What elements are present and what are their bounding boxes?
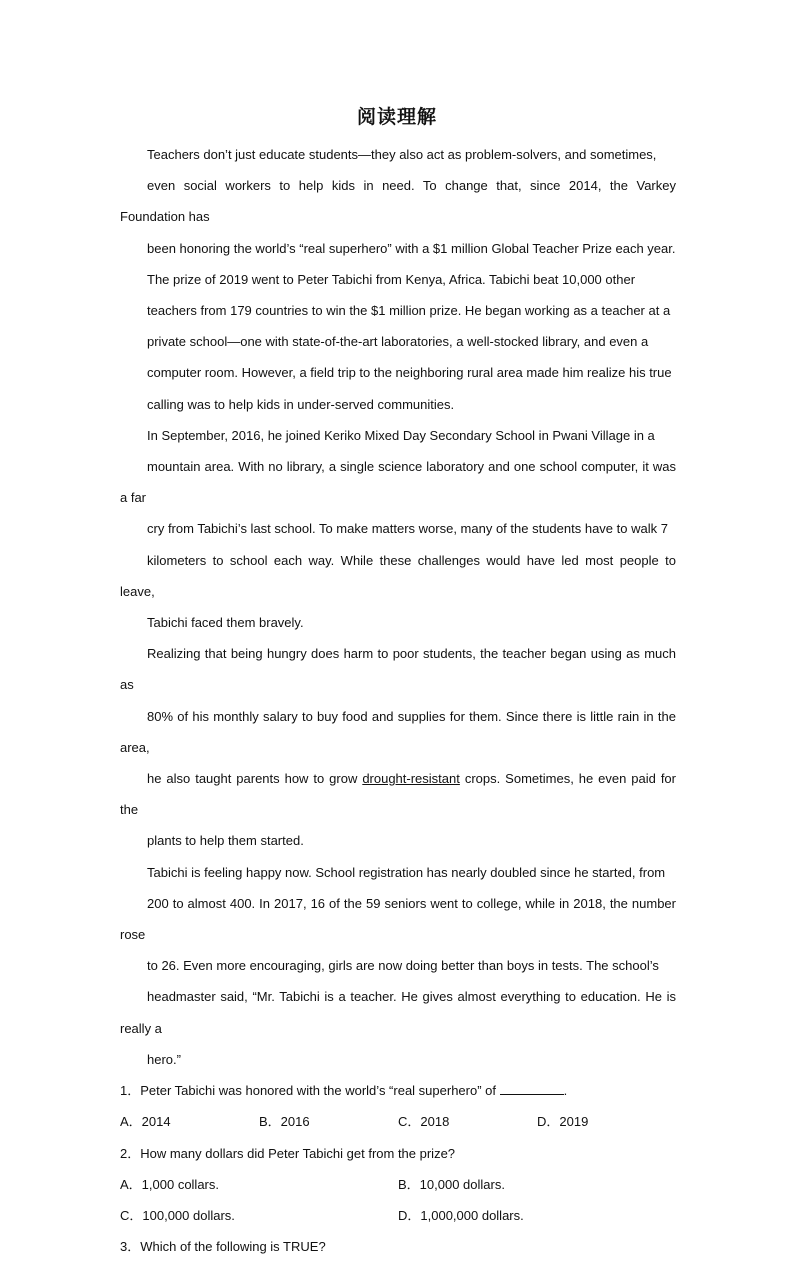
text-line: Teachers don’t just educate students—they also act as problem-solvers, and sometimes,	[147, 147, 657, 162]
text-line: Realizing that being hungry does harm to poor students, the teacher began using as much as	[120, 646, 676, 693]
text-line: Tabichi faced them bravely.	[147, 615, 304, 631]
paragraph-2	[120, 264, 676, 420]
question-1-options	[120, 1106, 676, 1137]
paragraph-3	[120, 420, 676, 638]
option-a: A．2014	[120, 1114, 171, 1130]
question-2-options-row-2	[120, 1200, 676, 1231]
text-line: mountain area. With no library, a single science laboratory and one school computer, it was a far	[120, 459, 676, 506]
option-d: D．2019	[537, 1114, 589, 1130]
text-line: teachers from 179 countries to win the $1 million prize. He began working as a teacher at a	[147, 303, 671, 319]
paragraph-4	[120, 638, 676, 856]
paragraph-5	[120, 857, 676, 1075]
text-line: 200 to almost 400. In 2017, 16 of the 59 seniors went to college, while in 2018, the number rose	[120, 895, 676, 943]
question-text: 1．Peter Tabichi was honored with the world’s “real superhero” of	[120, 1083, 500, 1099]
text-line: computer room. However, a field trip to the neighboring rural area made him realize his true	[147, 365, 672, 381]
text-line: calling was to help kids in under-served communities.	[147, 396, 455, 412]
text-line: 80% of his monthly salary to buy food and supplies for them. Since there is little rain in the area,	[120, 708, 676, 755]
text-line: been honoring the world’s “real superhero” with a $1 million Global Teacher Prize each year.	[147, 240, 676, 256]
text-line: Tabichi is feeling happy now. School registration has nearly doubled since he started, from	[147, 864, 666, 880]
underlined-word: drought-resistant	[362, 771, 460, 787]
page-title: 阅读理解	[356, 106, 437, 128]
option-c: C．2018	[398, 1114, 450, 1130]
text-segment: crops. Sometimes, he even paid for the	[120, 771, 676, 818]
option-b: B．10,000 dollars.	[398, 1176, 505, 1192]
option-b: B．2016	[259, 1114, 310, 1130]
text-line: even social workers to help kids in need. To change that, since 2014, the Varkey Foundation has	[120, 178, 676, 225]
text-line: kilometers to school each way. While these challenges would have led most people to leave,	[120, 552, 676, 599]
reading-passage	[120, 139, 676, 1262]
text-line: In September, 2016, he joined Keriko Mixed Day Secondary School in Pwani Village in a	[147, 427, 655, 443]
text-line: The prize of 2019 went to Peter Tabichi from Kenya, Africa. Tabichi beat 10,000 other	[147, 271, 636, 287]
text-line: private school—one with state-of-the-art laboratories, a well-stocked library, and even a	[147, 334, 649, 350]
paragraph-1	[120, 139, 676, 264]
answer-blank	[500, 1082, 564, 1095]
text-line: cry from Tabichi’s last school. To make matters worse, many of the students have to walk 7	[147, 521, 668, 537]
question-3-stem: 3．Which of the following is TRUE?	[120, 1239, 326, 1255]
option-c: C．100,000 dollars.	[120, 1207, 235, 1223]
option-a: A．1,000 collars.	[120, 1176, 219, 1192]
text-line: hero.”	[147, 1051, 181, 1067]
text-line	[120, 763, 676, 825]
option-d: D．1,000,000 dollars.	[398, 1207, 524, 1223]
text-segment: he also taught parents how to grow	[147, 771, 363, 787]
text-line: to 26. Even more encouraging, girls are now doing better than boys in tests. The school’s	[147, 958, 659, 974]
question-text-end: .	[563, 1083, 568, 1099]
question-2-options-row-1	[120, 1169, 676, 1200]
question-1-stem	[120, 1075, 676, 1106]
text-line: plants to help them started.	[147, 833, 304, 849]
text-line: headmaster said, “Mr. Tabichi is a teacher. He gives almost everything to education. He is really a	[120, 989, 676, 1036]
question-2-stem: 2．How many dollars did Peter Tabichi get from the prize?	[120, 1145, 456, 1161]
